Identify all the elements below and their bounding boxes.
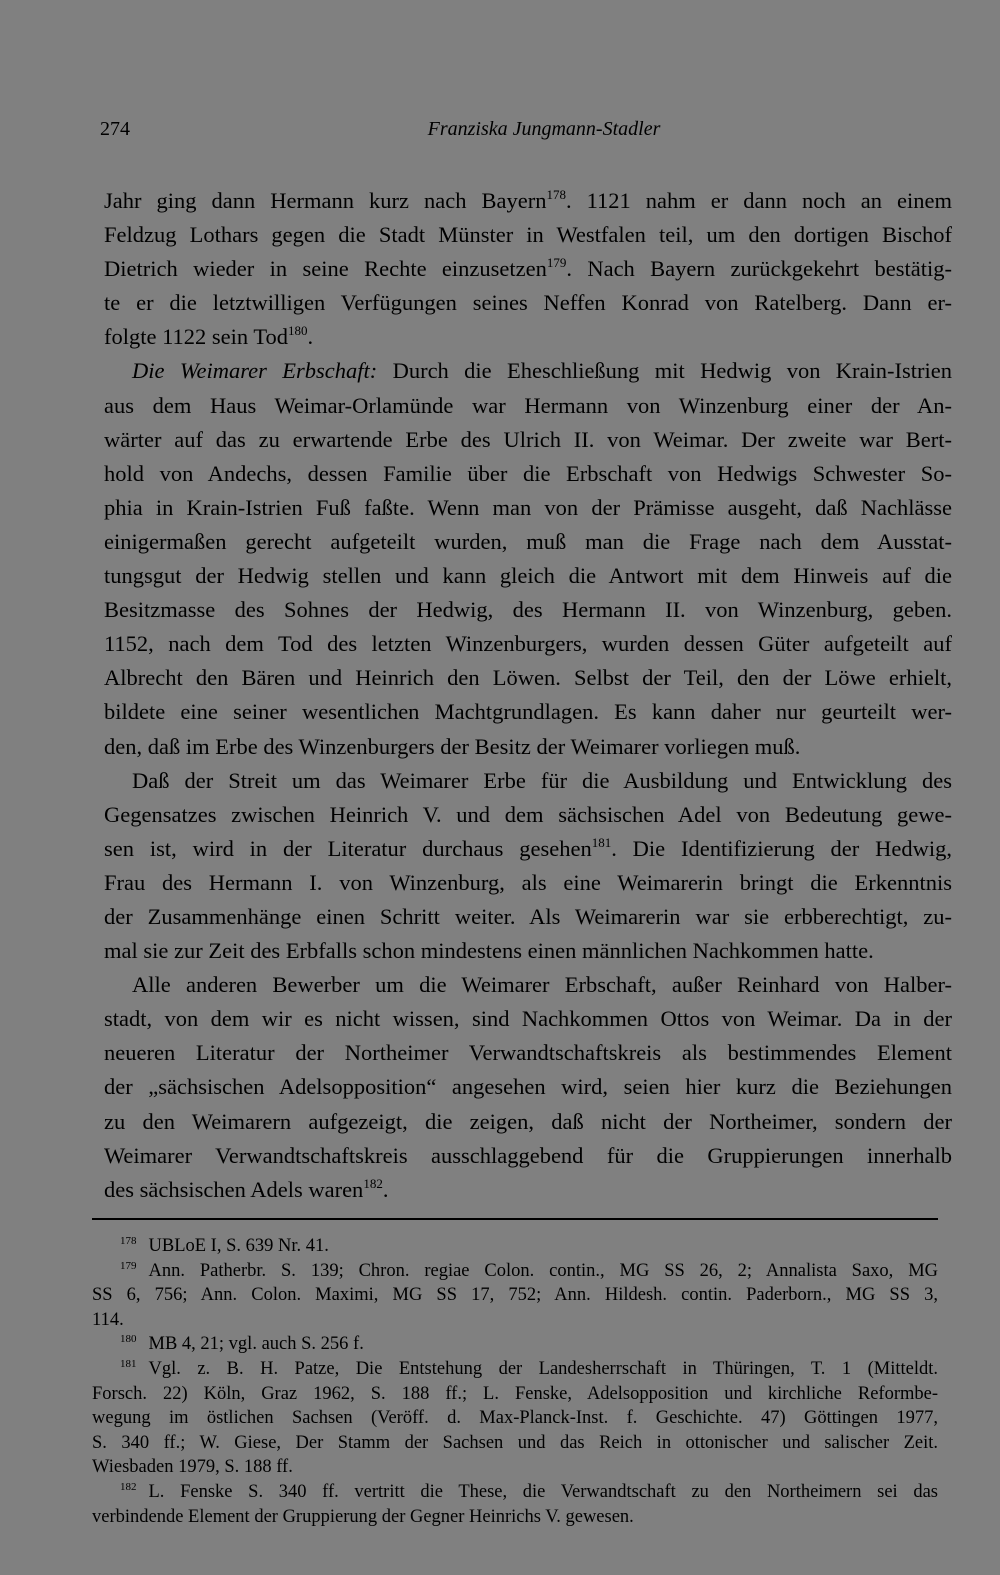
text-line: aus dem Haus Weimar-Orlamünde war Hermann von Winzenburg einer der An- — [104, 392, 952, 418]
footnote-number: 181 — [120, 1357, 137, 1370]
text-line: hold von Andechs, dessen Familie über die Erbschaft von Hedwigs Schwester So- — [104, 460, 952, 486]
footnote-ref: 179 — [546, 255, 567, 271]
text-line: folgte 1122 sein Tod$^{180}$. — [104, 323, 314, 350]
page-number: 274 — [100, 118, 130, 140]
text-line: phia in Krain-Istrien Fuß faßte. Wenn man von der Prämisse ausgeht, daß Nachlässe — [104, 494, 952, 520]
text-line: mal sie zur Zeit des Erbfalls schon mindestens einen männlichen Nachkommen hatte. — [104, 938, 874, 964]
footnote-179: $^{179}$ Ann. Patherbr. S. 139; Chron. regiae Colon. contin., MG SS 26, 2; Annalista Saxo, MG — [120, 1259, 938, 1281]
footnote-180: $^{180}$ MB 4, 21; vgl. auch S. 256 f. — [120, 1333, 364, 1355]
footnote-181: $^{181}$ Vgl. z. B. H. Patze, Die Entstehung der Landesherrschaft in Thüringen, T. 1 (Mitteldt. — [120, 1357, 938, 1379]
footnote-ref: 178 — [546, 187, 566, 202]
text-line: Dietrich wieder in seine Rechte einzusetzen$^{179}$. Nach Bayern zurückgekehrt bestätig- — [104, 255, 953, 282]
text-line: Frau des Hermann I. von Winzenburg, als eine Weimarerin bringt die Erkenntnis — [104, 869, 952, 895]
paragraph-start-line: Alle anderen Bewerber um die Weimarer Erbschaft, außer Reinhard von Halber- — [132, 972, 952, 998]
text-line: zu den Weimarern aufgezeigt, die zeigen, daß nicht der Northeimer, sondern der — [104, 1108, 952, 1134]
footnote-divider — [92, 1218, 938, 1220]
footnote-line: Forsch. 22) Köln, Graz 1962, S. 188 ff.; L. Fenske, Adelsopposition und kirchliche Reformbe- — [92, 1383, 938, 1404]
footnote-line: S. 340 ff.; W. Giese, Der Stamm der Sachsen und das Reich in ottonischer und salischer Zeit. — [92, 1432, 938, 1453]
text-line: Albrecht den Bären und Heinrich den Löwen. Selbst der Teil, den der Löwe erhielt, — [104, 665, 952, 691]
paragraph-start-line: Die Weimarer Erbschaft: Durch die Eheschließung mit Hedwig von Krain-Istrien — [132, 358, 952, 384]
main-text — [104, 184, 952, 1207]
footnote-ref: 181 — [591, 834, 612, 850]
text-line: den, daß im Erbe des Winzenburgers der Besitz der Weimarer vorliegen muß. — [104, 733, 801, 759]
text-line: einigermaßen gerecht aufgeteilt wurden, muß man die Frage nach dem Ausstat- — [104, 528, 952, 554]
text-line: bildete eine seiner wesentlichen Machtgrundlagen. Es kann daher nur geurteilt wer- — [104, 699, 952, 725]
text-line: Besitzmasse des Sohnes der Hedwig, des Hermann II. von Winzenburg, geben. — [104, 597, 952, 623]
footnote-182: $^{182}$ L. Fenske S. 340 ff. vertritt die These, die Verwandtschaft zu den Northeimern sei das — [120, 1480, 938, 1502]
text-line: sen ist, wird in der Literatur durchaus gesehen$^{181}$. Die Identifizierung der Hedwig, — [104, 834, 952, 861]
footnote-178: $^{178}$ UBLoE I, S. 639 Nr. 41. — [120, 1235, 329, 1256]
paragraph-start-line: Daß der Streit um das Weimarer Erbe für die Ausbildung und Entwicklung des — [132, 767, 952, 793]
running-head: Franziska Jungmann-Stadler — [427, 118, 661, 140]
text-line: der „sächsischen Adelsopposition“ angesehen wird, seien hier kurz die Beziehungen — [104, 1074, 952, 1100]
footnote-number: 182 — [120, 1480, 137, 1493]
text-line: tungsgut der Hedwig stellen und kann gleich die Antwort mit dem Hinweis auf die — [104, 563, 952, 589]
footnote-line: wegung im östlichen Sachsen (Veröff. d. Max-Planck-Inst. f. Geschichte. 47) Göttingen 1977, — [92, 1408, 938, 1429]
footnote-number: 180 — [120, 1333, 137, 1346]
text-line: des sächsischen Adels waren$^{182}$. — [104, 1175, 389, 1202]
text-line: Feldzug Lothars gegen die Stadt Münster in Westfalen teil, um den dortigen Bischof — [104, 222, 952, 248]
footnote-line: Wiesbaden 1979, S. 188 ff. — [92, 1457, 293, 1478]
text-line: stadt, von dem wir es nicht wissen, sind Nachkommen Ottos von Weimar. Da in der — [104, 1006, 952, 1032]
page-header — [100, 118, 948, 150]
footnote-line: verbindende Element der Gruppierung der Gegner Heinrichs V. gewesen. — [92, 1506, 634, 1527]
footnote-number: 179 — [120, 1259, 137, 1272]
text-line: der Zusammenhänge einen Schritt weiter. Als Weimarerin war sie erbberechtigt, zu- — [104, 903, 952, 929]
text-line: wärter auf das zu erwartende Erbe des Ulrich II. von Weimar. Der zweite war Bert- — [104, 426, 952, 452]
footnotes — [92, 1234, 938, 1529]
text-line: 1152, nach dem Tod des letzten Winzenburgers, wurden dessen Güter aufgeteilt auf — [104, 631, 952, 657]
footnote-line: 114. — [92, 1309, 124, 1330]
footnote-ref: 182 — [363, 1175, 383, 1191]
text-line: Jahr ging dann Hermann kurz nach Bayern$^{178}$. 1121 nahm er dann noch an einem — [104, 187, 952, 213]
footnote-number: 178 — [120, 1235, 137, 1247]
text-line: te er die letztwilligen Verfügungen seines Neffen Konrad von Ratelberg. Dann er- — [104, 290, 952, 316]
text-line: neueren Literatur der Northeimer Verwandtschaftskreis als bestimmendes Element — [104, 1040, 952, 1066]
text-line: Gegensatzes zwischen Heinrich V. und dem sächsischen Adel von Bedeutung gewe- — [104, 801, 952, 827]
footnote-ref: 180 — [288, 323, 308, 339]
footnote-line: SS 6, 756; Ann. Colon. Maximi, MG SS 17, 752; Ann. Hildesh. contin. Paderborn., MG SS 3, — [92, 1285, 938, 1306]
section-heading: Die Weimarer Erbschaft: — [132, 358, 378, 384]
text-line: Weimarer Verwandtschaftskreis ausschlaggebend für die Gruppierungen innerhalb — [104, 1142, 952, 1168]
